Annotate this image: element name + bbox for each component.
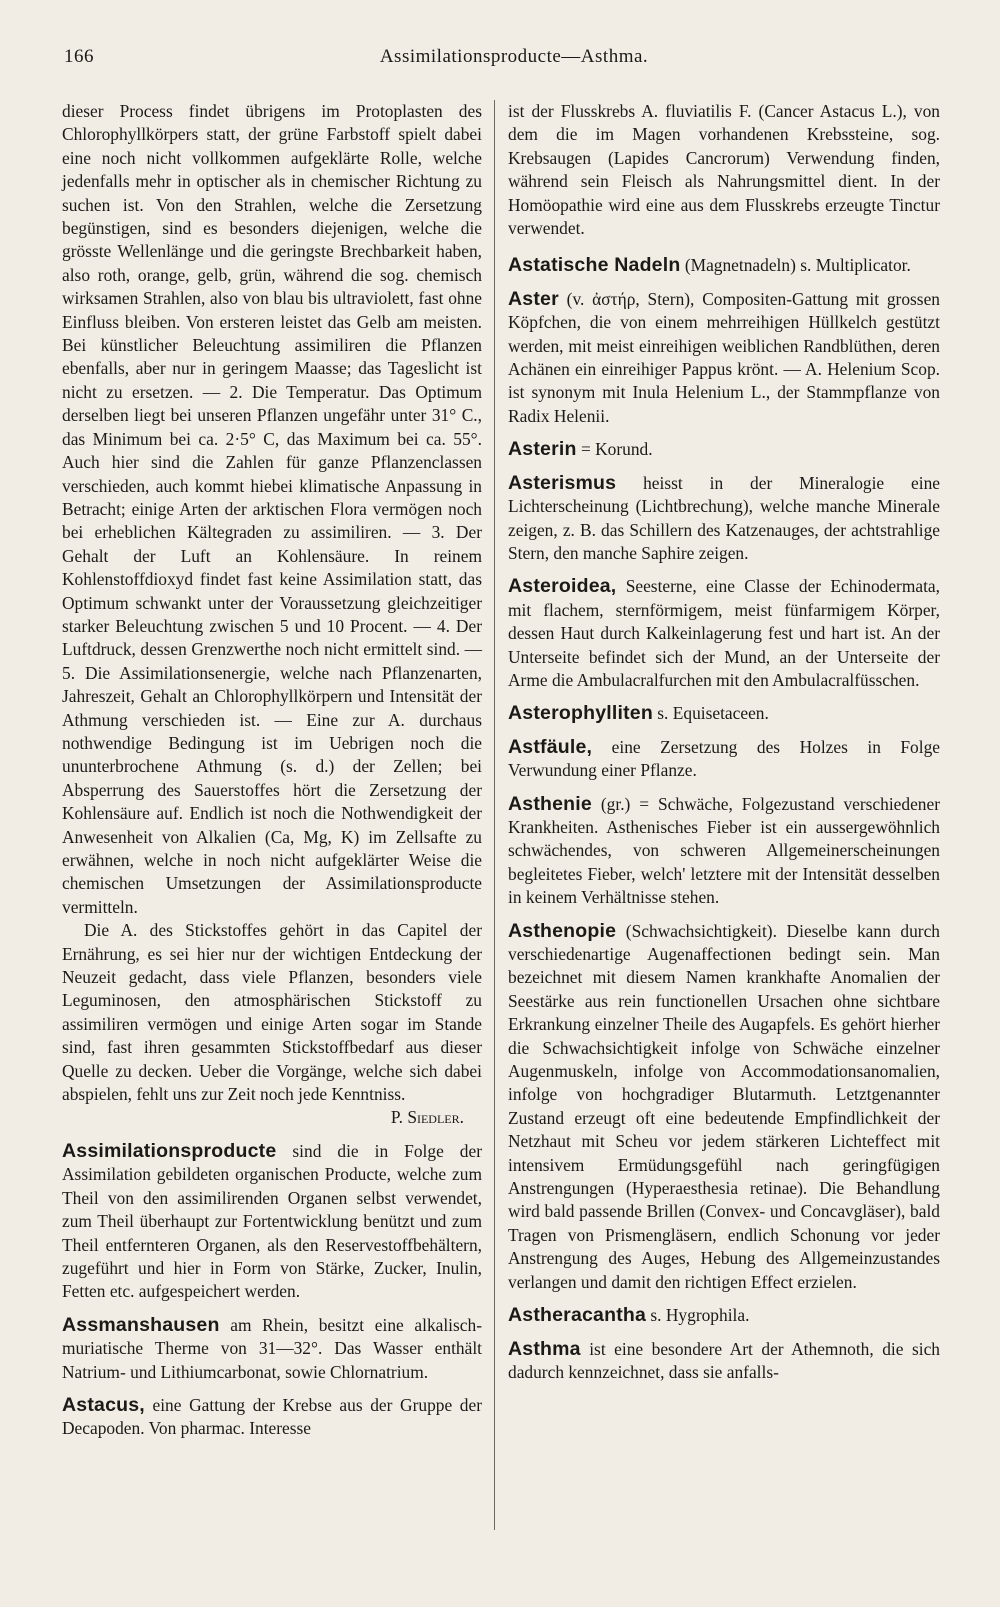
entry-asterismus xyxy=(508,472,940,566)
entry-headword: Astheracantha xyxy=(508,1304,647,1327)
entry-astfaeule xyxy=(508,736,940,783)
entry-headword: Asterophylliten xyxy=(508,702,653,725)
entry-asterin xyxy=(508,438,940,461)
entry-body: ist eine besondere Art der Athemnoth, die sich dadurch kennzeichnet, dass sie anfalls- xyxy=(508,1338,940,1382)
running-head: Assimilationsproducte—Asthma. xyxy=(379,46,649,67)
entry-body: eine Gattung der Krebse aus der Gruppe der Decapoden. Von pharmac. Interesse xyxy=(62,1394,482,1439)
entry-headword: Assimilationsproducte xyxy=(62,1139,277,1162)
entry-body: (Magnetnadeln) s. Multiplicator. xyxy=(680,255,911,276)
author-signature: P. Siedler. xyxy=(390,1107,464,1128)
assimilation-text-paragraph: dieser Process findet übrigens im Protoplasten des Chlorophyllkörpers statt, der grüne Farbstoff spielt dabei eine noch nicht vollkommen aufgeklärte Rolle, welche jedenfalls mehr in optischer als in chemischer Richtung zu suchen ist. Von den Strahlen, welche die Zersetzung begünstigen, sind es besonders diejenigen, welche die grösste Wellenlänge und die geringste Brechbarkeit haben, also roth, orange, gelb, grün, während die sog. chemisch wirksamen Strahlen, also von blau bis ultraviolett, fast ohne Einfluss bleiben. Von ersteren leistet das Gelb am meisten. Bei künstlicher Beleuchtung assimiliren die Pflanzen ebenfalls, aber nur in geringem Maasse; das Tageslicht ist nicht zu ersetzen. — 2. Die Temperatur. Das Optimum derselben liegt bei unseren Pflanzen ungefähr unter 31° C., das Minimum bei ca. 2·5° C, das Maximum bei ca. 55°. Auch hier sind die Zahlen für ganze Pflanzenclassen verschieden, auch kommt hiebei klimatische Anpassung in Betracht; einige Arten der arktischen Flora vermögen noch bei erheblichen Kältegraden zu assimiliren. — 3. Der Gehalt der Luft an Kohlensäure. In reinem Kohlenstoffdioxyd findet fast keine Assimilation statt, das Optimum schwankt unter der Voraussetzung gleichzeitiger starker Beleuchtung zwischen 5 und 10 Procent. — 4. Der Luftdruck, dessen Grenzwerthe noch nicht ermittelt sind. — 5. Die Assimilationsenergie, welche nach Pflanzenarten, Jahreszeit, Gehalt an Chlorophyllkörpern und Intensität der Athmung verschieden ist. — Eine zur A. durchaus nothwendige Bedingung ist im Uebrigen noch die ununterbrochene Athmung (s. d.) der Zellen; bei Absperrung des Sauerstoffes hört die Zersetzung der Kohlensäure auf. Endlich ist noch die Nothwendigkeit der Anwesenheit von Alkalien (Ca, Mg, K) im Zellsafte zu erwähnen, welche in noch nicht aufgeklärter Weise die chemischen Umsetzungen der Assimilationsproducte vermitteln. xyxy=(62,101,482,917)
entry-headword: Astacus, xyxy=(62,1393,145,1416)
page-header xyxy=(64,46,964,76)
entry-headword: Asterismus xyxy=(508,471,617,494)
entry-headword: Aster xyxy=(508,287,559,310)
entry-body: sind die in Folge der Assimilation gebildeten organischen Producte, welche zum Theil von den assimilirenden Organen selbst verwendet, zum Theil überhaupt zur Fortentwicklung benützt und zum Theil entfernteren Organen, als den Reservestoffbehältern, zugeführt und hier in Form von Stärke, Zucker, Inulin, Fetten etc. aufgespeichert werden. xyxy=(62,1140,482,1302)
entry-asthenopie xyxy=(508,920,940,1295)
astacus-continuation-paragraph: ist der Flusskrebs A. fluviatilis F. (Cancer Astacus L.), von dem die im Magen vorhandenen Krebssteine, sog. Krebsaugen (Lapides Cancrorum) Verwendung finden, während sein Fleisch als Nahrungsmittel dient. In der Homöopathie wird eine aus dem Flusskrebs erzeugte Tinctur verwendet. xyxy=(508,101,940,239)
entry-headword: Asteroidea, xyxy=(508,575,617,598)
entry-body: s. Equisetaceen. xyxy=(652,703,769,724)
entry-body: (gr.) = Schwäche, Folgezustand verschiedener Krankheiten. Asthenisches Fieber ist ein aussergewöhnlich schwächendes, von schweren Allgemeinerscheinungen begleitetes Fieber, welch' letztere mit der Intensität desselben in keinem Verhältnisse stehen. xyxy=(508,793,940,908)
entry-asteroidea xyxy=(508,575,940,692)
entry-asthenie xyxy=(508,793,940,910)
entry-body: (Schwachsichtigkeit). Dieselbe kann durch verschiedenartige Augenaffectionen bedingt sein. Man bezeichnet mit diesem Namen krankhafte Anomalien der Seestärke aus rein functionellen Ursachen ohne sichtbare Erkrankung einzelner Theile des Augapfels. Es gehört hierher die Schwachsichtigkeit infolge von Schwäche einzelner Augenmuskeln, infolge von Accommodationsanomalien, infolge von hochgradiger Blutarmuth. Letztgenannter Zustand erzeugt oft eine bedeutende Empfindlichkeit der Netzhaut mit Scheu vor jedem stärkeren Lichteffect mit intensivem Ermüdungsgefühl nach geringfügigen Anstrengungen (Hyperaesthesia retinae). Die Behandlung wird bald passende Brillen (Convex- und Concavgläser), bald Tragen von Prismengläsern, endlich Schonung vor jeder Anstrengung des Auges, Hebung des Allgemeinzustandes verlangen und damit den richtigen Effect erzielen. xyxy=(508,920,940,1292)
left-column xyxy=(62,100,482,1441)
entry-assmanshausen xyxy=(62,1314,482,1384)
entry-asterophylliten xyxy=(508,702,940,725)
entry-headword: Asthenopie xyxy=(508,919,617,942)
entry-body: Seesterne, eine Classe der Echinodermata, mit flachem, sternförmigem, meist fünfarmigem Körper, dessen Haut durch Kalkeinlagerung fest und hart ist. An der Unterseite befindet sich der Mund, an der Unterseite der Arme die Ambulacralfurchen mit den Ambulacralfüsschen. xyxy=(508,576,940,690)
entry-headword: Asthma xyxy=(508,1337,581,1360)
entry-body: = Korund. xyxy=(576,439,653,460)
entry-astheracantha xyxy=(508,1304,940,1327)
entry-headword: Astatische Nadeln xyxy=(508,254,681,277)
entry-headword: Asterin xyxy=(508,438,577,461)
entry-headword: Assmanshausen xyxy=(62,1313,220,1336)
entry-body: heisst in der Mineralogie eine Lichterscheinung (Lichtbrechung), welche manche Minerale zeigen, z. B. das Schillern des Katzenauges, der achtstrahlige Stern, den manche Saphire zeigen. xyxy=(508,472,940,563)
column-divider xyxy=(494,100,495,1530)
entry-headword: Asthenie xyxy=(508,792,592,815)
entry-astacus xyxy=(62,1394,482,1441)
nitrogen-assimilation-paragraph: Die A. des Stickstoffes gehört in das Capitel der Ernährung, es sei hier nur der wichtigen Entdeckung der Neuzeit gedacht, dass viele Pflanzen, besonders viele Leguminosen, den atmosphärischen Stickstoff zu assimiliren vermögen und einige Arten sogar im Stande sind, fast ihren gesammten Stickstoffbedarf aus dieser Quelle zu decken. Ueber die Vorgänge, welche sich dabei abspielen, fehlt uns zur Zeit noch jede Kenntniss. xyxy=(62,920,482,1105)
entry-body: (v. ἀστήρ, Stern), Compositen-Gattung mit grossen Köpfchen, die von einem mehrreihigen Hüllkelch gestützt werden, mit meist einreihigen weiblichen Randblüthen, deren Achänen ein einreihiger Pappus krönt. — A. Helenium Scop. ist synonym mit Inula Helenium L., der Stammpflanze von Radix Helenii. xyxy=(508,288,940,426)
entry-body: am Rhein, besitzt eine alkalisch-muriatische Therme von 31—32°. Das Wasser enthält Natrium- und Lithiumcarbonat, sowie Chlornatrium. xyxy=(62,1314,482,1382)
entry-asthma xyxy=(508,1338,940,1385)
entry-body: s. Hygrophila. xyxy=(646,1305,750,1326)
right-column xyxy=(508,100,940,1384)
entry-assimilationsproducte xyxy=(62,1140,482,1304)
entry-headword: Astfäule, xyxy=(508,735,593,758)
page-number: 166 xyxy=(64,46,94,67)
entry-astatische-nadeln xyxy=(508,254,940,277)
entry-aster xyxy=(508,288,940,428)
entry-body: eine Zersetzung des Holzes in Folge Verwundung einer Pflanze. xyxy=(508,736,940,781)
